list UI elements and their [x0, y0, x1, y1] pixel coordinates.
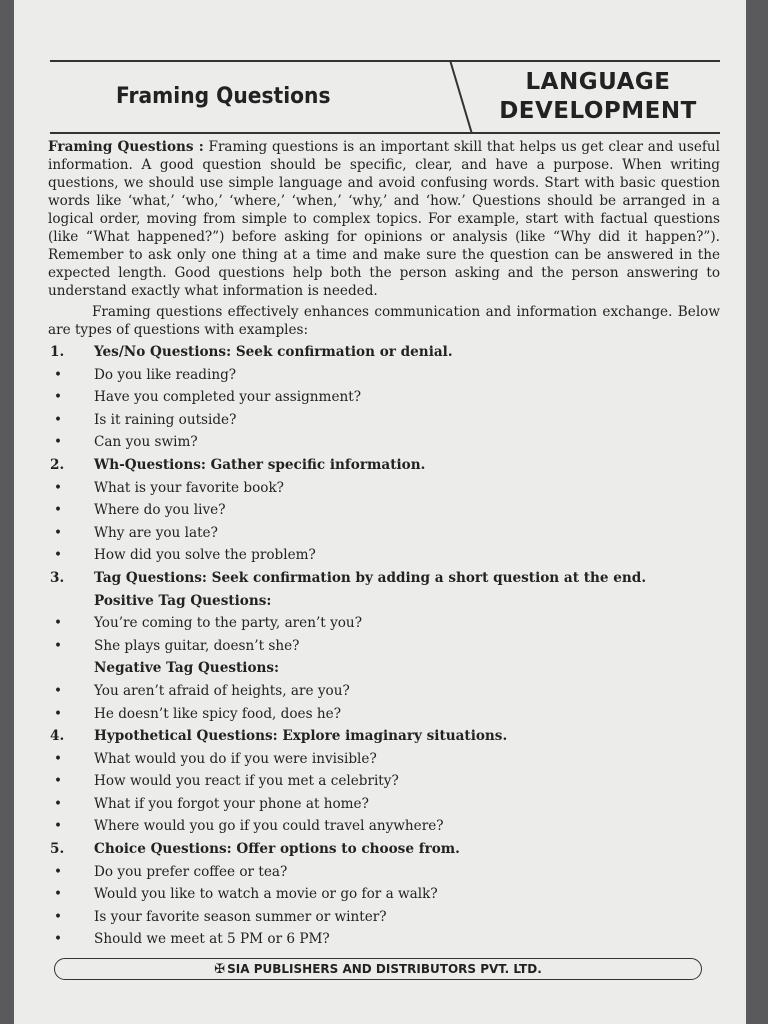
item-text: How would you react if you met a celebrity? — [94, 773, 399, 790]
bullet-icon: • — [54, 818, 63, 835]
bullet-icon: • — [54, 886, 63, 903]
item-text: Is your favorite season summer or winter? — [94, 908, 387, 925]
intro-paragraph-2: Framing questions effectively enhances communication and information exchange. Below are types of questions with examples: — [48, 304, 720, 338]
list-item — [48, 431, 720, 454]
section-title-line2: DEVELOPMENT — [499, 98, 697, 124]
document-body — [48, 138, 720, 951]
section-title-line1: LANGUAGE — [525, 69, 671, 95]
list-item — [48, 770, 720, 793]
subheading — [48, 590, 720, 613]
bullet-icon: • — [54, 795, 63, 812]
question-type-heading — [48, 725, 720, 748]
list-item — [48, 612, 720, 635]
bullet-icon: • — [54, 366, 63, 383]
item-number: 3. — [50, 569, 65, 586]
bullet-icon: • — [54, 705, 63, 722]
list-item — [48, 793, 720, 816]
question-type-heading — [48, 838, 720, 861]
list-item — [48, 703, 720, 726]
item-text: Tag Questions: Seek confirmation by adding a short question at the end. — [94, 569, 647, 586]
item-text: What is your favorite book? — [94, 479, 284, 496]
question-type-heading — [48, 567, 720, 590]
bullet-icon: • — [54, 931, 63, 948]
item-text: Choice Questions: Offer options to choose from. — [94, 841, 460, 858]
question-type-heading — [48, 341, 720, 364]
item-text: He doesn’t like spicy food, does he? — [94, 705, 341, 722]
bullet-icon: • — [54, 524, 63, 541]
chapter-title: Framing Questions — [116, 84, 331, 109]
item-text: Would you like to watch a movie or go for a walk? — [94, 886, 438, 903]
list-item — [48, 364, 720, 387]
intro-paragraph — [48, 138, 720, 300]
item-text: Positive Tag Questions: — [94, 592, 272, 609]
item-number: 5. — [50, 841, 65, 858]
item-text: Yes/No Questions: Seek confirmation or denial. — [94, 344, 453, 360]
item-text: What would you do if you were invisible? — [94, 750, 377, 767]
item-text: How did you solve the problem? — [94, 547, 316, 564]
document-page — [14, 0, 746, 1024]
bullet-icon: • — [54, 411, 63, 428]
item-text: Negative Tag Questions: — [94, 660, 280, 677]
question-type-heading — [48, 454, 720, 477]
list-item — [48, 409, 720, 432]
intro-lead: Framing Questions : — [48, 139, 204, 155]
item-number: 4. — [50, 728, 65, 745]
item-text: Wh-Questions: Gather specific information. — [94, 456, 426, 473]
list-item — [48, 748, 720, 771]
list-item — [48, 522, 720, 545]
item-text: Can you swim? — [94, 434, 198, 451]
list-item — [48, 815, 720, 838]
item-text: You’re coming to the party, aren’t you? — [94, 615, 362, 632]
item-text: Should we meet at 5 PM or 6 PM? — [94, 931, 330, 948]
publisher-name: PUBLISHERS AND DISTRIBUTORS PVT. LTD. — [249, 962, 542, 976]
item-text: You aren’t afraid of heights, are you? — [94, 682, 350, 699]
list-item — [48, 883, 720, 906]
list-item — [48, 906, 720, 929]
list-item — [48, 861, 720, 884]
bullet-icon: • — [54, 908, 63, 925]
bullet-icon: • — [54, 750, 63, 767]
publisher-footer — [54, 958, 702, 980]
item-text: Do you like reading? — [94, 366, 237, 383]
intro-text: Framing questions is an important skill that helps us get clear and useful information. A good question should be specific, clear, and have a purpose. When writing questions, we should use simple language and avoid confusing words. Start with basic question words like ‘what,’ ‘who,’ ‘where,’ ‘when,’ ‘why,’ and ‘how.’ Questions should be arranged in a logical order, moving from simple to complex topics. For example, start with factual questions (like “What happened?”) before asking for opinions or analysis (like “Why did it happen?”). Remember to ask only one thing at a time and make sure the question can be answered in the expected length. Good questions help both the person asking and the person answering to understand exactly what information is needed. — [48, 139, 720, 299]
bullet-icon: • — [54, 434, 63, 451]
list-item — [48, 928, 720, 951]
publisher-logo-icon: ✠ — [214, 962, 226, 977]
item-number: 1. — [50, 344, 65, 360]
bullet-icon: • — [54, 547, 63, 564]
item-text: What if you forgot your phone at home? — [94, 795, 369, 812]
list-item — [48, 635, 720, 658]
bullet-icon: • — [54, 479, 63, 496]
list-item — [48, 680, 720, 703]
subheading — [48, 657, 720, 680]
bullet-icon: • — [54, 389, 63, 406]
header-bottom-rule — [50, 132, 720, 134]
item-text: Where do you live? — [94, 502, 226, 519]
bullet-icon: • — [54, 502, 63, 519]
header-top-rule — [50, 60, 720, 62]
item-text: Do you prefer coffee or tea? — [94, 863, 288, 880]
item-text: Have you completed your assignment? — [94, 389, 361, 406]
list-item — [48, 499, 720, 522]
question-types-list — [48, 341, 720, 951]
list-item — [48, 544, 720, 567]
list-item — [48, 477, 720, 500]
item-text: Hypothetical Questions: Explore imaginary situations. — [94, 728, 508, 745]
item-number: 2. — [50, 456, 65, 473]
item-text: Where would you go if you could travel anywhere? — [94, 818, 444, 835]
list-item — [48, 386, 720, 409]
item-text: Why are you late? — [94, 524, 218, 541]
item-text: She plays guitar, doesn’t she? — [94, 637, 300, 654]
item-text: Is it raining outside? — [94, 411, 237, 428]
section-title — [482, 68, 714, 126]
bullet-icon: • — [54, 863, 63, 880]
header-divider — [448, 60, 474, 134]
publisher-logo-text: SIA — [227, 962, 250, 976]
bullet-icon: • — [54, 682, 63, 699]
bullet-icon: • — [54, 615, 63, 632]
bullet-icon: • — [54, 773, 63, 790]
bullet-icon: • — [54, 637, 63, 654]
